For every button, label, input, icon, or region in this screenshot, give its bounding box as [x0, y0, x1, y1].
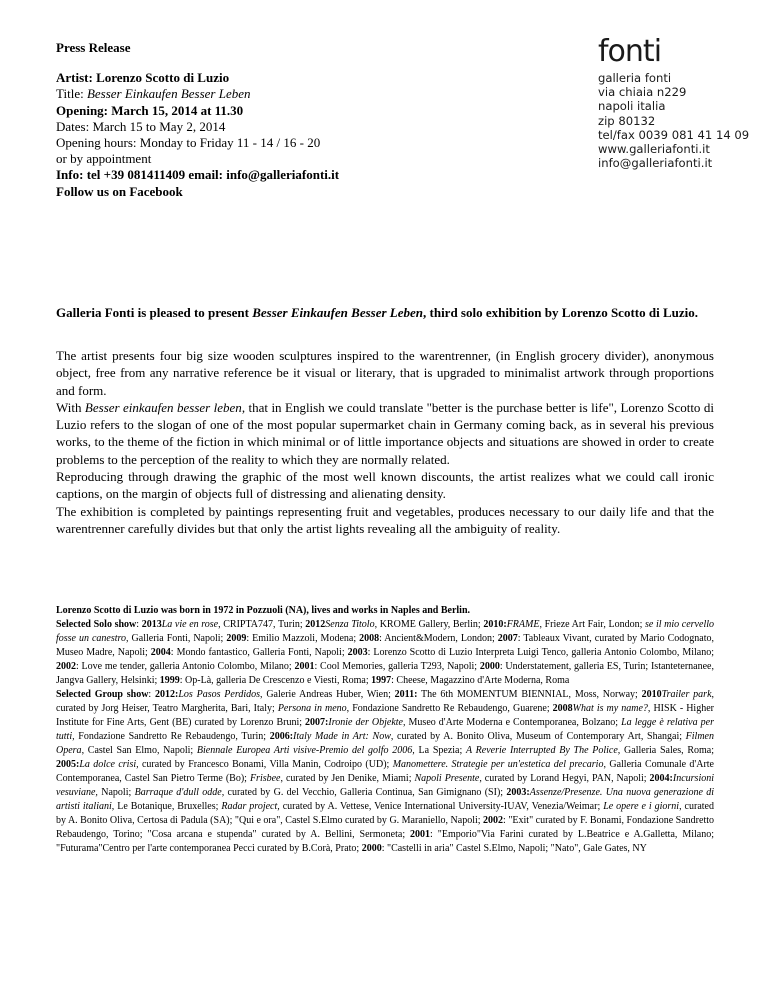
headline-post: , third solo exhibition by Lorenzo Scotto di Luzio. — [423, 305, 698, 320]
group-entry-detail: , Galleria Comunale d'Arte Contemporanea, Castel San Pietro Terme (Bo); — [56, 759, 714, 784]
dates-line: Dates: March 15 to May 2, 2014 — [56, 118, 226, 134]
exhibition-title: Besser Einkaufen Besser Leben — [86, 86, 251, 102]
group-entry-title: Manomettere. Strategie per un'estetica del precario — [392, 759, 604, 770]
group-entry-title: A Reverie Interrupted By The Police, — [466, 745, 621, 756]
body-paragraph-1: The artist presents four big size wooden sculptures inspired to the warentrenner, (in English grocery divider), anonymous object, free from any narrative reference be it visual or literary, that is upgraded to minimalist artwork through proportions and form. — [56, 348, 714, 398]
solo-entry-detail: : Op-Là, galleria De Crescenzo e Viesti, Roma; — [179, 675, 372, 686]
solo-entry-year: 2002 — [56, 661, 76, 672]
p2-pre: With — [56, 399, 85, 415]
group-entry-title: Le opere e i giorni — [603, 801, 680, 812]
group-entry-detail: , curated by A. Bonito Oliva, Certosa di Padula (SA); "Qui e ora", Castel S.Elmo curated by G. Maraniello, Napoli; — [56, 801, 714, 826]
group-entry-title: Napoli Presente — [414, 773, 480, 784]
artist-name: Lorenzo Scotto di Luzio — [96, 70, 230, 86]
solo-shows: Selected Solo show: 2013La vie en rose, CRIPTA747, Turin; 2012Senza Titolo, KROME Gallery, Berlin; 2010:FRAME, Frieze Art Fair, London; se il mio cervello fosse un canestro, Galleria Fonti, Napoli; 2009: Emilio Mazzoli, Modena; 2008: Ancient&Modern, London; 2007: Tableaux Vivant, curated by Mario Codognato, Museo Madre, Napoli; 2004: Mondo fantastico, Galleria Fonti, Napoli; 2003: Lorenzo Scotto di Luzio Interpreta Luigi Tenco, galleria Antonio Colombo, Milano; 2002: Love me tender, galleria Antonio Colombo, Milano; 2001: Cool Memories, galleria T293, Napoli; 2000: Understatement, galleria ES, Turin; Istanteternanee, Jangva Gallery, Helsinki; 1999: Op-Là, galleria De Crescenzo e Viesti, Roma; 1997: Cheese, Magazzino d'Arte Moderna, Roma — [56, 619, 714, 686]
solo-entry-year: 2004 — [150, 647, 171, 658]
body-paragraph-2 — [56, 399, 714, 468]
solo-entry-detail: : Mondo fantastico, Galleria Fonti, Napoli; — [170, 647, 348, 658]
group-entry-title: Biennale Europea Arti visive-Premio del golfo 2006, — [196, 745, 415, 756]
solo-entry-detail: : Ancient&Modern, London; — [379, 633, 498, 644]
group-entry-title: Radar project, — [221, 801, 280, 812]
info-line: Info: tel +39 081411409 email: info@galleriafonti.it — [56, 167, 340, 183]
solo-entry-title: Senza Titolo — [325, 619, 375, 630]
solo-entry-detail: : Emilio Mazzoli, Modena; — [246, 633, 360, 644]
solo-entry-year: 2003 — [347, 647, 368, 658]
group-entry-detail: Fondazione Sandretto Re Rebaudengo, Turin; — [74, 731, 270, 742]
group-entry-detail: : "Exit" curated by F. Bonami, Fondazione Sandretto Rebaudengo, Torino; "Cosa arcana e stupenda" curated by A. Bellini, Sermoneta; — [56, 815, 715, 840]
body-paragraph-4: The exhibition is completed by paintings representing fruit and vegetables, produces necessary to our daily life and that the warentrenner carefully divides but that only the artist lights revealing all the ambiguity of reality. — [56, 503, 714, 536]
gallery-line: napoli italia — [598, 99, 666, 114]
solo-entry-year: 2010: — [483, 619, 507, 630]
solo-entry-year: 2013 — [141, 619, 162, 630]
gallery-line: zip 80132 — [598, 113, 656, 128]
solo-entry-title: La vie en rose — [161, 619, 219, 630]
body-paragraph-3: Reproducing through drawing the graphic of the most well known discounts, the artist realizes what we could call ironic captions, on the margin of objects full of distressing and alienating density. — [56, 469, 714, 502]
group-entry-detail: , curated by Jorg Heiser, Teatro Margherita, Bari, Italy; — [56, 689, 715, 714]
solo-entry-detail: Galleria Fonti, Napoli; — [128, 633, 227, 644]
p2-post: , that in English we could translate "better is the purchase better is life", Lorenzo Scotto di Luzio refers to the slogan of one of the most popular supermarket chain in Germany coming back, as in several his previous works, to the theme of the fiction in which minimal or of little importance objects and situations are showed in order to create problems to the perception of the reality to which they are normally related. — [56, 399, 714, 467]
press-release-label: Press Release — [56, 40, 131, 55]
solo-entry-detail: : Lorenzo Scotto di Luzio Interpreta Luigi Tenco, galleria Antonio Colombo, Milano; — [367, 647, 714, 658]
group-entry-title: Incursioni vesuviane, — [56, 773, 714, 798]
artist-biography — [56, 604, 714, 856]
group-entry-year: 2003: — [506, 787, 530, 798]
solo-entry-year: 2000 — [479, 661, 500, 672]
solo-entry-year: 2009 — [226, 633, 247, 644]
solo-entry-title: FRAME — [506, 619, 540, 630]
group-entry-title: Assenze/Presenze. Una nuova generazione di artisti italiani — [56, 787, 714, 812]
p2-title: Besser einkaufen besser leben — [84, 399, 242, 415]
solo-entry-year: 2007 — [497, 633, 518, 644]
headline-pre: Galleria Fonti is pleased to present — [56, 305, 253, 320]
group-entry-title: La dolce crisi, — [79, 759, 139, 770]
group-entry-detail: , Fondazione Sandretto Re Rebaudengo, Guarene; — [346, 703, 553, 714]
group-entry-title: Barraque d'dull odde, — [134, 787, 225, 798]
follow-facebook-line: Follow us on Facebook — [56, 183, 183, 199]
solo-entry-year: 1997 — [371, 675, 392, 686]
gallery-line: via chiaia n229 — [598, 85, 687, 100]
group-entry-year: 2006: — [269, 731, 294, 742]
gallery-address-lines — [598, 71, 763, 170]
group-entry-title: Los Pasos Perdidos — [178, 689, 261, 700]
appointment-line: or by appointment — [56, 151, 152, 167]
group-entry-title: Trailer park — [661, 689, 712, 700]
solo-entry-detail: : Cool Memories, galleria T293, Napoli; — [314, 661, 480, 672]
group-entry-year: 2001 — [410, 829, 431, 840]
group-entry-detail: curated by G. del Vecchio, Galleria Continua, San Gimignano (SI); — [224, 787, 507, 798]
group-entry-detail: Galleria Sales, Roma; — [620, 745, 714, 756]
group-entry-detail: , Le Botanique, Bruxelles; — [111, 801, 222, 812]
group-entry-detail: The 6th MOMENTUM BIENNIAL, Moss, Norway; — [417, 689, 642, 700]
gallery-line: info@galleriafonti.it — [598, 156, 713, 171]
artist-line — [56, 70, 556, 86]
solo-entry-detail: : Understatement, galleria ES, Turin; Istanteternanee, Jangva Gallery, Helsinki; — [56, 661, 714, 686]
group-entry-title: Frisbee — [249, 773, 281, 784]
title-line — [56, 86, 556, 102]
group-entry-title: Ironie der Objekte, — [328, 717, 406, 728]
artist-label: Artist: — [56, 70, 93, 86]
group-entry-year: 2000 — [361, 843, 382, 854]
gallery-line: galleria fonti — [598, 71, 672, 85]
group-entry-year: 2011: — [394, 689, 418, 700]
solo-entry-year: 2012 — [305, 619, 326, 630]
group-entry-title: Filmen Opera — [56, 731, 714, 756]
group-label: Selected Group show — [56, 689, 149, 700]
gallery-line: www.galleriafonti.it — [598, 142, 710, 157]
group-entry-detail: , Galerie Andreas Huber, Wien; — [260, 689, 395, 700]
group-entry-year: 2007: — [305, 717, 329, 728]
group-entry-detail: : "Emporio"Via Farini curated by L.Beatrice e A.Galletta, Milano; "Futurama"Centro per l'arte contemporanea Pecci curated by B.Corà, Prato; — [56, 829, 714, 854]
group-entry-year: 2012: — [155, 689, 179, 700]
group-entry-year: 2005: — [56, 759, 80, 770]
solo-entry-detail: , CRIPTA747, Turin; — [218, 619, 306, 630]
press-info-block — [56, 40, 556, 200]
gallery-line: tel/fax 0039 081 41 14 09 — [598, 127, 750, 142]
hours-line: Opening hours: Monday to Friday 11 - 14 / 16 - 20 — [56, 135, 321, 151]
bio-intro: Lorenzo Scotto di Luzio was born in 1972 in Pozzuoli (NA), lives and works in Naples and Berlin. — [56, 605, 471, 616]
headline-title: Besser Einkaufen Besser Leben — [252, 305, 424, 320]
solo-entry-title: se il mio cervello fosse un canestro, — [56, 619, 714, 644]
body-text — [56, 347, 714, 537]
group-entry-detail: : "Castelli in aria" Castel S.Elmo, Napoli; "Nato", Gale Gates, NY — [381, 843, 647, 854]
group-shows: Selected Group show: 2012:Los Pasos Perdidos, Galerie Andreas Huber, Wien; 2011: The 6th MOMENTUM BIENNIAL, Moss, Norway; 2010Trailer park, curated by Jorg Heiser, Teatro Margherita, Bari, Italy; Persona in meno, Fondazione Sandretto Re Rebaudengo, Guarene; 2008What is my name?, HISK - Higher Institute for Fine Arts, Gent (BE) curated by Lorenzo Bruni; 2007:Ironie der Objekte, Museo d'Arte Moderna e Contemporanea, Bolzano; La legge è relativa per tutti, Fondazione Sandretto Re Rebaudengo, Turin; 2006:Italy Made in Art: Now, curated by A. Bonito Oliva, Museum of Contemporary Art, Shangai; Filmen Opera, Castel San Elmo, Napoli; Biennale Europea Arti visive-Premio del golfo 2006, La Spezia; A Reverie Interrupted By The Police, Galleria Sales, Roma; 2005:La dolce crisi, curated by Francesco Bonami, Villa Manin, Codroipo (UD); Manomettere. Strategie per un'estetica del precario, Galleria Comunale d'Arte Contemporanea, Castel San Pietro Terme (Bo); Frisbee, curated by Jen Denike, Miami; Napoli Presente, curated by Lorand Hegyi, PAN, Napoli; 2004:Incursioni vesuviane, Napoli; Barraque d'dull odde, curated by G. del Vecchio, Galleria Continua, San Gimignano (SI); 2003:Assenze/Presenze. Una nuova generazione di artisti italiani, Le Botanique, Bruxelles; Radar project, curated by A. Vettese, Venice International University-IUAV, Venezia/Weimar; Le opere e i giorni, curated by A. Bonito Oliva, Certosa di Padula (SA); "Qui e ora", Castel S.Elmo curated by G. Maraniello, Napoli; 2002: "Exit" curated by F. Bonami, Fondazione Sandretto Rebaudengo, Torino; "Cosa arcana e stupenda" curated by A. Bellini, Sermoneta; 2001: "Emporio"Via Farini curated by L.Beatrice e A.Galletta, Milano; "Futurama"Centro per l'arte contemporanea Pecci curated by B.Corà, Prato; 2000: "Castelli in aria" Castel S.Elmo, Napoli; "Nato", Gale Gates, NY — [56, 689, 715, 854]
group-entry-title: La legge è relativa per tutti, — [56, 717, 714, 742]
group-entry-detail: La Spezia; — [414, 745, 466, 756]
fonti-logo: fonti — [598, 34, 662, 69]
solo-entry-year: 2001 — [294, 661, 315, 672]
solo-label: Selected Solo show — [56, 619, 137, 630]
group-entry-year: 2004: — [649, 773, 673, 784]
group-entry-detail: , HISK - Higher Institute for Fine Arts, Gent (BE) curated by Lorenzo Bruni; — [56, 703, 714, 728]
announcement-headline — [56, 304, 714, 322]
solo-entry-detail: : Cheese, Magazzino d'Arte Moderna, Roma — [391, 675, 570, 686]
group-entry-detail: curated by Francesco Bonami, Villa Manin, Codroipo (UD); — [138, 759, 393, 770]
group-entry-title: Italy Made in Art: Now — [293, 731, 391, 742]
group-entry-title: Persona in meno — [277, 703, 347, 714]
group-entry-detail: , curated by Lorand Hegyi, PAN, Napoli; — [479, 773, 650, 784]
solo-entry-detail: : Love me tender, galleria Antonio Colombo, Milano; — [76, 661, 295, 672]
solo-entry-detail: , KROME Gallery, Berlin; — [374, 619, 484, 630]
opening-line: Opening: March 15, 2014 at 11.30 — [56, 102, 244, 118]
group-entry-detail: Napoli; — [97, 787, 135, 798]
solo-entry-year: 2008 — [359, 633, 380, 644]
group-entry-year: 2010 — [641, 689, 662, 700]
group-entry-title: What is my name? — [572, 703, 648, 714]
solo-entry-detail: : Tableaux Vivant, curated by Mario Codognato, Museo Madre, Napoli; — [56, 633, 714, 658]
group-entry-year: 2008 — [552, 703, 573, 714]
solo-entry-detail: , Frieze Art Fair, London; — [539, 619, 645, 630]
group-entry-detail: curated by A. Vettese, Venice International University-IUAV, Venezia/Weimar; — [279, 801, 604, 812]
solo-entry-year: 1999 — [159, 675, 180, 686]
gallery-contact-block — [598, 34, 763, 171]
group-entry-detail: , curated by Jen Denike, Miami; — [280, 773, 415, 784]
group-entry-detail: , curated by A. Bonito Oliva, Museum of Contemporary Art, Shangai; — [390, 731, 686, 742]
group-entry-detail: , Castel San Elmo, Napoli; — [81, 745, 197, 756]
group-entry-detail: Museo d'Arte Moderna e Contemporanea, Bolzano; — [405, 717, 622, 728]
group-entry-year: 2002 — [483, 815, 504, 826]
title-label: Title: — [56, 86, 84, 102]
